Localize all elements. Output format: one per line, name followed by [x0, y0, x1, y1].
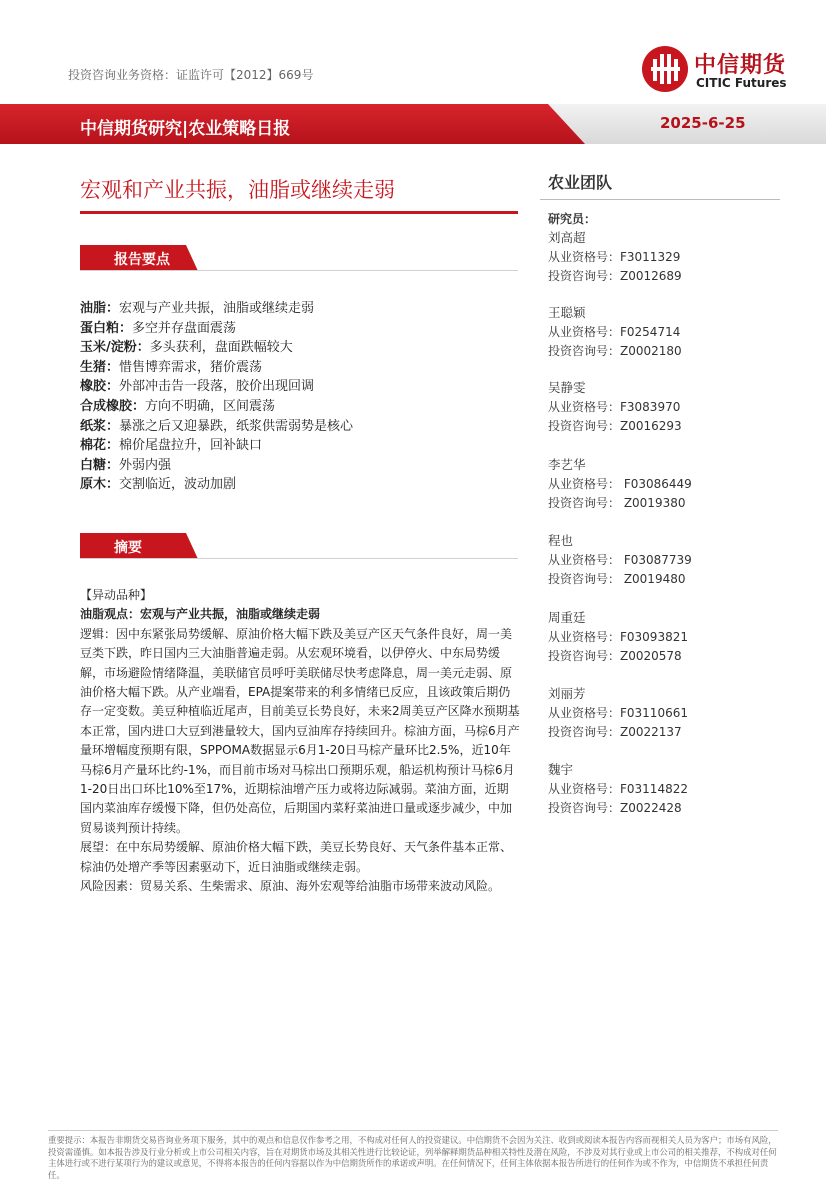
logo-english-name: CITIC Futures — [696, 76, 787, 90]
analyst-name: 程也 — [548, 533, 574, 548]
analyst-invest: 投资咨询号： Z0019480 — [548, 572, 686, 586]
headline-divider — [80, 211, 518, 214]
key-point-text: 方向不明确，区间震荡 — [145, 398, 276, 414]
analyst-card — [548, 228, 788, 287]
analyst-card — [548, 760, 788, 819]
analyst-name: 吴静雯 — [548, 380, 586, 395]
analyst-invest: 投资咨询号：Z0002180 — [548, 344, 682, 358]
key-point-item — [80, 456, 520, 476]
key-point-text: 棉价尾盘拉升，回补缺口 — [119, 438, 263, 454]
banner-title: 中信期货研究|农业策略日报 — [80, 119, 291, 139]
license-text: 投资咨询业务资格：证监许可【2012】669号 — [68, 68, 314, 82]
key-point-item — [80, 299, 520, 319]
disclaimer-divider — [48, 1130, 778, 1131]
key-point-name: 原木： — [80, 477, 120, 493]
analyst-name: 李艺华 — [548, 457, 586, 472]
analyst-invest: 投资咨询号： Z0019380 — [548, 496, 686, 510]
summary-risk: 风险因素：贸易关系、生柴需求、原油、海外宏观等给油脂市场带来波动风险。 — [80, 879, 501, 894]
summary-tag: 【异动品种】 — [80, 588, 153, 602]
team-title: 农业团队 — [548, 173, 613, 192]
analyst-card — [548, 608, 788, 667]
analyst-invest: 投资咨询号：Z0016293 — [548, 419, 682, 433]
key-point-name: 生猪： — [80, 359, 120, 375]
analyst-card — [548, 455, 788, 514]
key-point-text: 暴涨之后又迎暴跌，纸浆供需弱势是核心 — [119, 418, 354, 434]
key-point-text: 外部冲击告一段落，胶价出现回调 — [119, 379, 315, 395]
report-headline: 宏观和产业共振，油脂或继续走弱 — [80, 178, 395, 202]
citic-logo — [640, 44, 808, 94]
analyst-invest: 投资咨询号：Z0020578 — [548, 649, 682, 663]
analyst-card — [548, 378, 788, 437]
key-point-item — [80, 436, 520, 456]
analyst-name: 王聪颖 — [548, 305, 586, 320]
report-banner — [0, 104, 826, 144]
summary-body — [80, 586, 520, 897]
key-point-text: 多空并存盘面震荡 — [132, 320, 237, 336]
key-points-tab — [80, 245, 520, 271]
analyst-cert: 从业资格号： F03086449 — [548, 476, 692, 491]
key-point-item — [80, 319, 520, 339]
analyst-invest: 投资咨询号：Z0012689 — [548, 269, 682, 283]
analyst-cert: 从业资格号：F03093821 — [548, 629, 688, 644]
key-point-name: 纸浆： — [80, 418, 120, 434]
summary-outlook: 展望：在中东局势缓解、原油价格大幅下跌，美豆长势良好、天气条件基本正常、棕油仍处增产季等因素驱动下，近日油脂或继续走弱。 — [80, 840, 513, 874]
analyst-cert: 从业资格号：F3011329 — [548, 249, 681, 264]
analyst-invest: 投资咨询号：Z0022137 — [548, 725, 682, 739]
key-point-item — [80, 338, 520, 358]
key-points-label: 报告要点 — [114, 252, 170, 268]
key-point-name: 棉花： — [80, 438, 120, 454]
key-point-text: 宏观与产业共振，油脂或继续走弱 — [119, 301, 315, 316]
analyst-card — [548, 684, 788, 743]
key-point-item — [80, 475, 520, 495]
researcher-label: 研究员： — [548, 212, 597, 226]
summary-label: 摘要 — [114, 540, 142, 556]
analyst-card — [548, 303, 788, 362]
summary-tab — [80, 533, 520, 559]
key-point-text: 惜售博弈需求，猪价震荡 — [119, 359, 263, 375]
key-point-text: 交割临近，波动加剧 — [119, 477, 237, 493]
summary-view: 油脂观点：宏观与产业共振，油脂或继续走弱 — [80, 607, 321, 622]
analyst-cert: 从业资格号：F3083970 — [548, 399, 681, 414]
analyst-cert: 从业资格号： F03087739 — [548, 552, 692, 567]
analyst-name: 周重廷 — [548, 610, 586, 625]
report-date: 2025-6-25 — [660, 114, 746, 132]
logo-chinese-name: 中信期货 — [694, 53, 787, 78]
analyst-cert: 从业资格号：F03114822 — [548, 781, 688, 796]
disclaimer-text: 重要提示：本报告非期货交易咨询业务项下服务，其中的观点和信息仅作参考之用，不构成对任何人的投资建议。中信期货不会因为关注、收到或阅读本报告内容而视相关人员为客户；市场有风险，投资需谨慎。如本报告涉及行业分析或上市公司相关内容，旨在对期货市场及其相关性进行比较论证，列举解释期货品种相关特性及潜在风险，不涉及对其行业或上市公司的相关推荐，不构成对任何主体进行或不进行某项行为的建议或意见，不得将本报告的任何内容据以作为中信期货所作的承诺或声明。在任何情况下，任何主体依据本报告所进行的任何作为或不作为，中信期货不承担任何责任。 — [48, 1135, 777, 1180]
key-point-item — [80, 417, 520, 437]
key-point-text: 外弱内强 — [119, 457, 172, 473]
analyst-name: 魏宇 — [548, 762, 574, 777]
team-divider — [540, 199, 780, 200]
key-point-item — [80, 358, 520, 378]
analyst-name: 刘高超 — [548, 230, 586, 245]
key-point-name: 合成橡胶： — [80, 398, 146, 414]
key-point-text: 多头获利，盘面跌幅较大 — [149, 340, 293, 356]
analyst-name: 刘丽芳 — [548, 686, 586, 701]
analyst-card — [548, 531, 788, 590]
key-point-name: 白糖： — [80, 457, 120, 473]
summary-rule — [80, 558, 518, 559]
key-points-rule — [80, 270, 518, 271]
key-points-list — [80, 299, 520, 495]
key-point-name: 玉米/淀粉： — [80, 340, 150, 356]
key-point-item — [80, 397, 520, 417]
summary-logic: 逻辑：因中东紧张局势缓解、原油价格大幅下跌及美豆产区天气条件良好，周一美豆类下跌，昨日国内三大油脂普遍走弱。从宏观环境看，以伊停火、中东局势缓解，市场避险情绪降温，美联储官员呼吁美联储尽快考虑降息，周一美元走弱、原油价格大幅下跌。从产业端看，EPA提案带来的利多情绪已反应，且该政策后期仍存一定变数。美豆种植临近尾声，目前美豆长势良好，未来2周美豆产区降水预期基本正常，国内进口大豆到港量较大，国内豆油库存持续回升。棕油方面，马棕6月产量环增幅度预期有限，SPPOMA数据显示6月1-20日马棕产量环比2.5%，近10年马棕6月产量环比约-1%，而目前市场对马棕出口预期乐观，船运机构预计马棕6月1-20日出口环比10%至17%，近期棕油增产压力或将边际减弱。菜油方面，近期国内菜油库存缓慢下降，但仍处高位，后期国内菜籽菜油进口量或逐步减少，中加贸易谈判预计持续。 — [80, 626, 520, 835]
analyst-invest: 投资咨询号：Z0022428 — [548, 801, 682, 815]
key-point-name: 橡胶： — [80, 379, 120, 395]
key-point-item — [80, 377, 520, 397]
analyst-cert: 从业资格号：F03110661 — [548, 705, 688, 720]
key-point-name: 蛋白粕： — [80, 320, 133, 336]
key-point-name: 油脂： — [80, 301, 120, 316]
citic-logo-icon — [640, 44, 690, 94]
analyst-cert: 从业资格号：F0254714 — [548, 324, 681, 339]
